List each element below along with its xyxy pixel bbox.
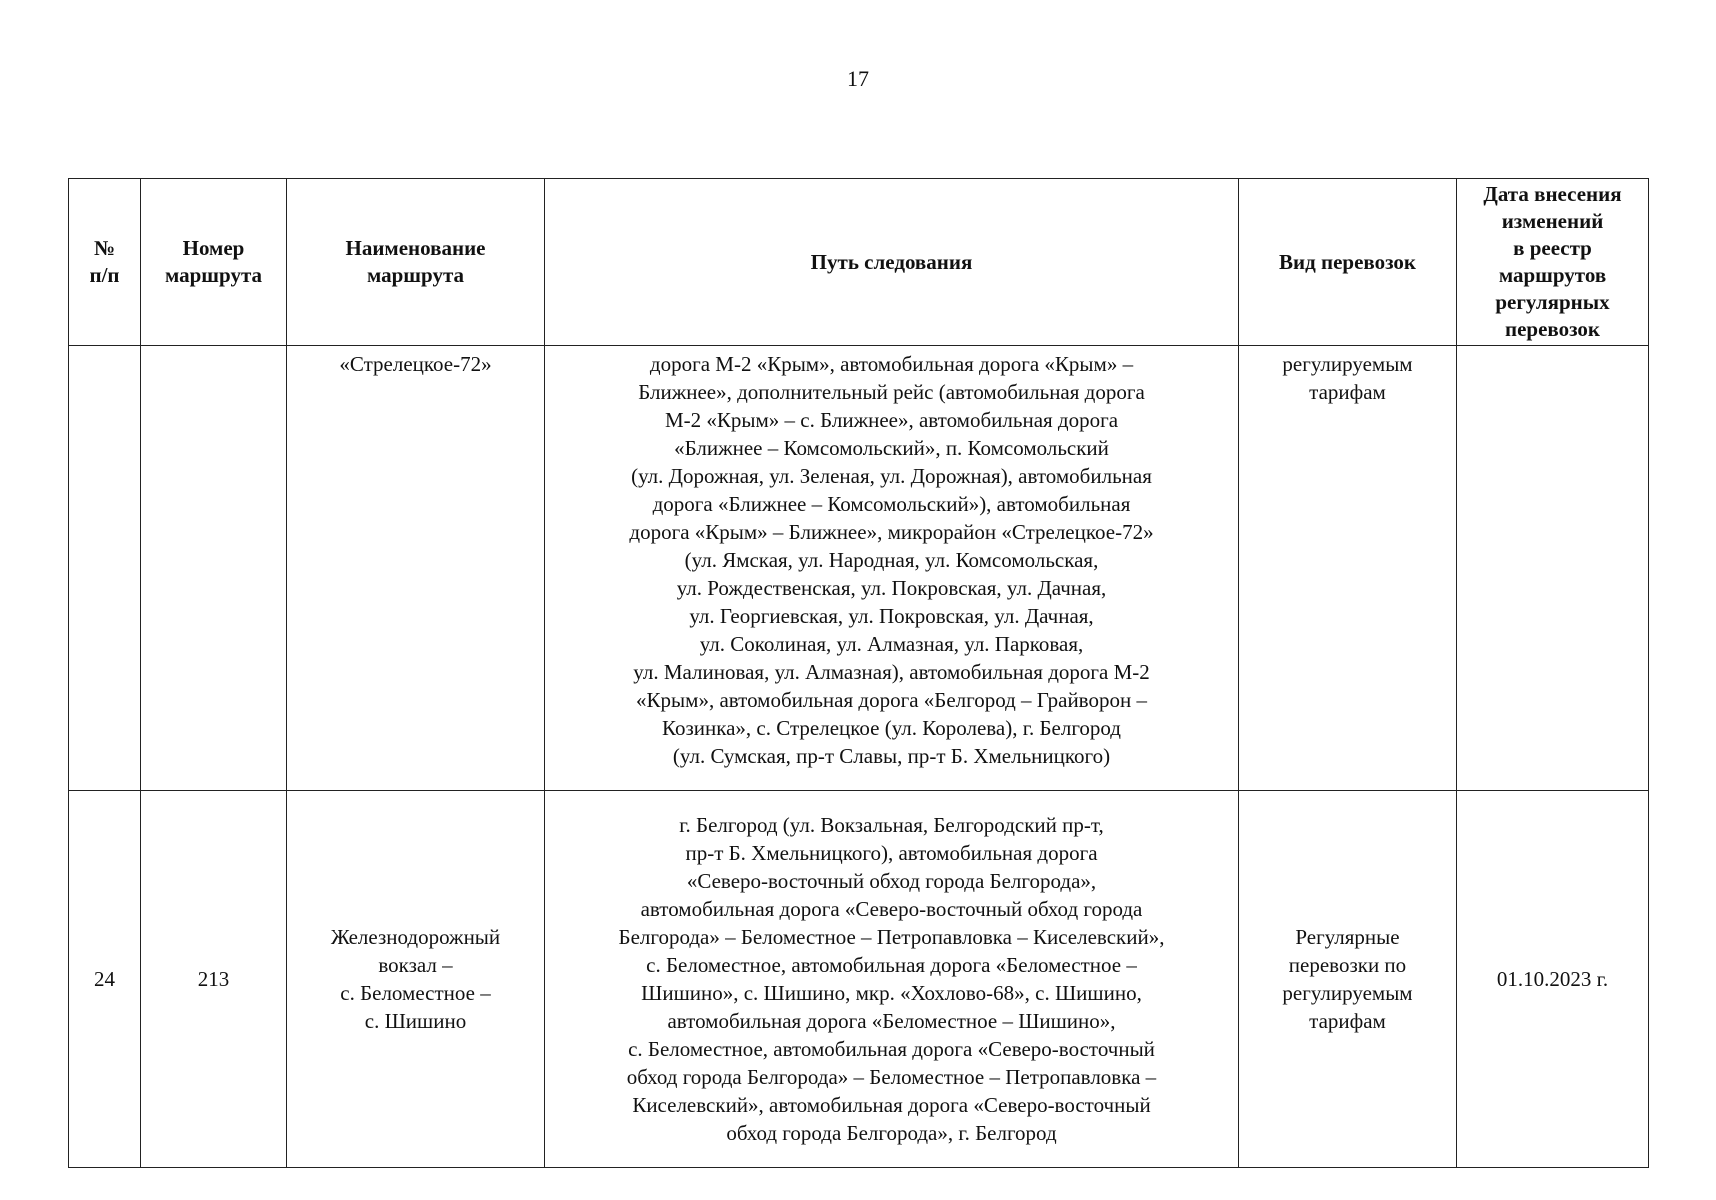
header-route-number: Номер маршрута [141,179,287,346]
cell-path: г. Белгород (ул. Вокзальная, Белгородский пр-т, пр-т Б. Хмельницкого), автомобильная дорога «Северо-восточный обход города Белгорода», автомобильная дорога «Северо-восточный обход города Белгорода» – Беломестное – Петропавловка – Киселевский», с. Беломестное, автомобильная дорога «Беломестное – Шишино», с. Шишино, мкр. «Хохлово-68», с. Шишино, автомобильная дорога «Беломестное – Шишино», с. Беломестное, автомобильная дорога «Северо-восточный обход города Белгорода» – Беломестное – Петропавловка – Киселевский», автомобильная дорога «Северо-восточный обход города Белгорода», г. Белгород [545,791,1239,1168]
table-row [69,346,1649,791]
cell-path: дорога М-2 «Крым», автомобильная дорога «Крым» – Ближнее», дополнительный рейс (автомобильная дорога М-2 «Крым» – с. Ближнее», автомобильная дорога «Ближнее – Комсомольский», п. Комсомольский (ул. Дорожная, ул. Зеленая, ул. Дорожная), автомобильная дорога «Ближнее – Комсомольский»), автомобильная дорога «Крым» – Ближнее», микрорайон «Стрелецкое-72» (ул. Ямская, ул. Народная, ул. Комсомольская, ул. Рождественская, ул. Покровская, ул. Дачная, ул. Георгиевская, ул. Покровская, ул. Дачная, ул. Соколиная, ул. Алмазная, ул. Парковая, ул. Малиновая, ул. Алмазная), автомобильная дорога М-2 «Крым», автомобильная дорога «Белгород – Грайворон – Козинка», с. Стрелецкое (ул. Королева), г. Белгород (ул. Сумская, пр-т Славы, пр-т Б. Хмельницкого) [545,346,1239,791]
page-number: 17 [847,66,869,91]
cell-transport-type: регулируемым тарифам [1239,346,1457,791]
cell-route-number [141,346,287,791]
cell-route-number: 213 [141,791,287,1168]
cell-route-name: «Стрелецкое-72» [287,346,545,791]
cell-transport-type: Регулярные перевозки по регулируемым тарифам [1239,791,1457,1168]
cell-route-name: Железнодорожный вокзал – с. Беломестное – с. Шишино [287,791,545,1168]
header-date: Дата внесения изменений в реестр маршрутов регулярных перевозок [1457,179,1649,346]
cell-num: 24 [69,791,141,1168]
table-row [69,791,1649,1168]
cell-date [1457,346,1649,791]
header-route-name: Наименование маршрута [287,179,545,346]
header-transport-type: Вид перевозок [1239,179,1457,346]
cell-date: 01.10.2023 г. [1457,791,1649,1168]
cell-num [69,346,141,791]
table-header-row [69,179,1649,346]
routes-table [68,178,1649,1168]
header-num: № п/п [69,179,141,346]
header-path: Путь следования [545,179,1239,346]
